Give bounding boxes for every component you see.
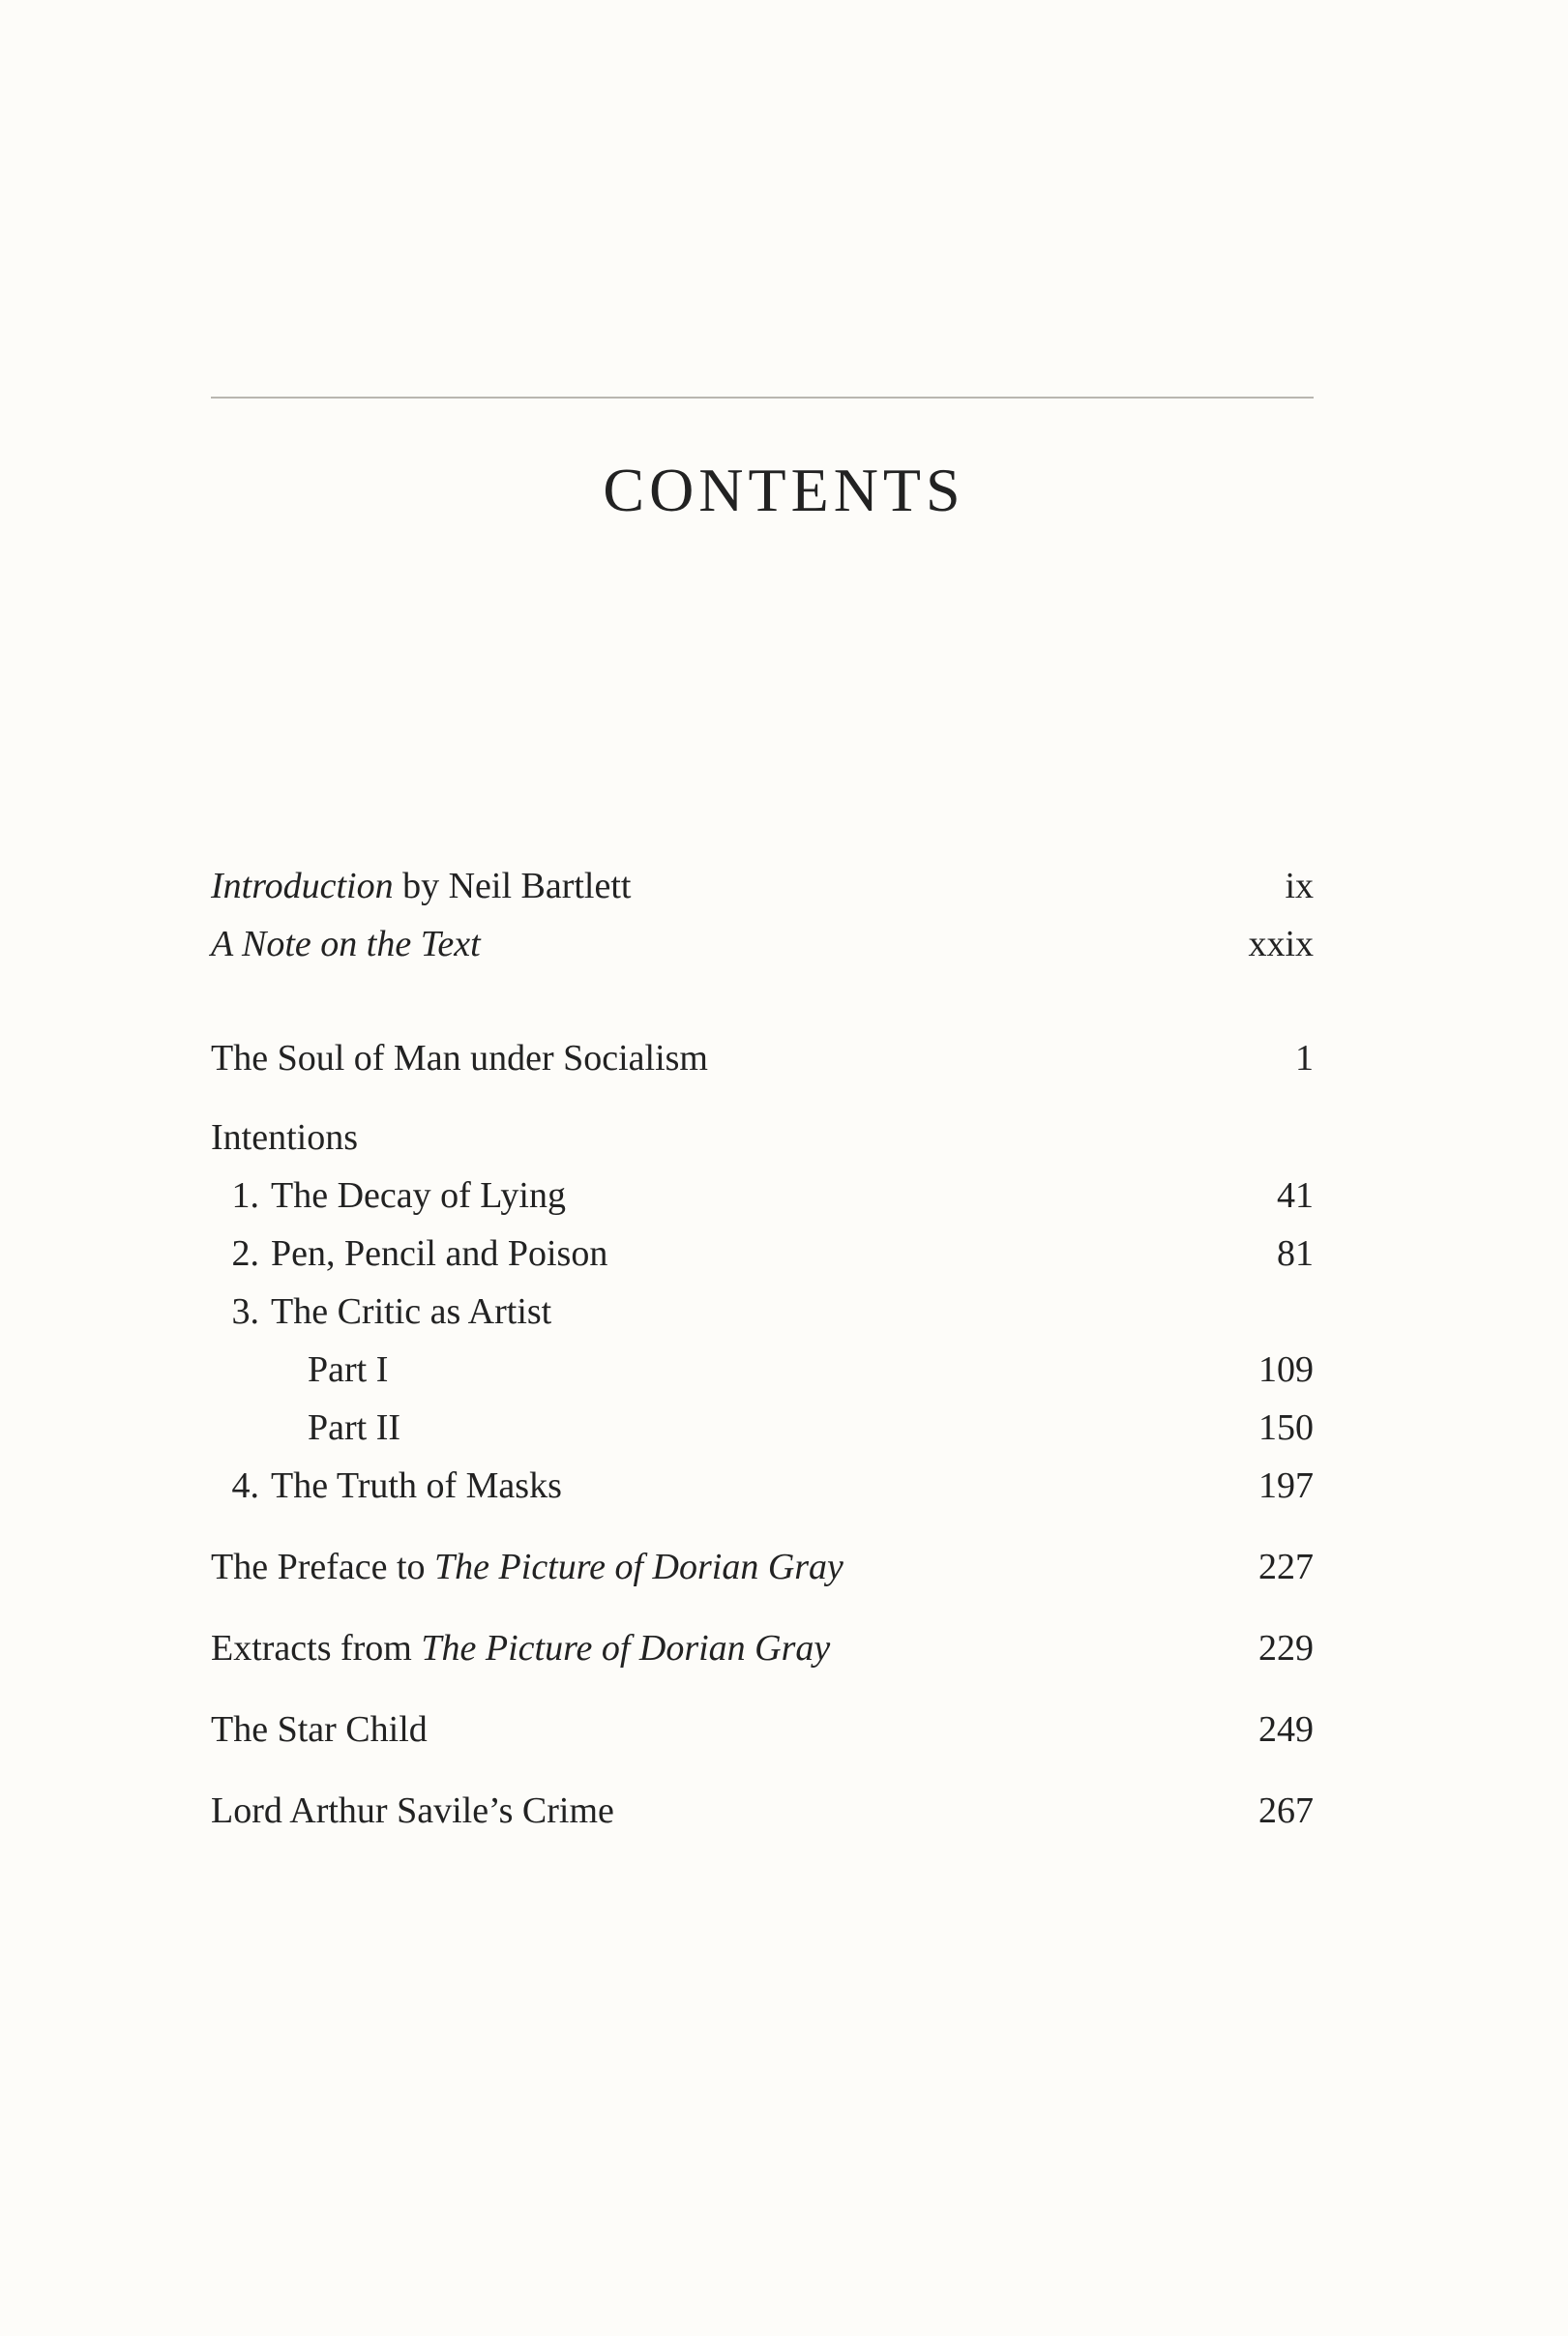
entry-page-number: ix xyxy=(1285,866,1314,906)
toc-entry-part-1[interactable] xyxy=(211,1345,1314,1395)
toc-entry-truth-of-masks[interactable] xyxy=(211,1461,1314,1511)
entry-page-number: 227 xyxy=(1258,1547,1314,1587)
toc-entry-extracts-dorian-gray[interactable] xyxy=(211,1623,1314,1673)
entry-title: Extracts from The Picture of Dorian Gray xyxy=(211,1628,831,1669)
toc-entry-decay-of-lying[interactable] xyxy=(211,1170,1314,1221)
entry-title: 2. Pen, Pencil and Poison xyxy=(211,1228,607,1279)
entry-number: 3. xyxy=(231,1291,259,1332)
top-rule xyxy=(211,397,1314,399)
entry-number: 1. xyxy=(231,1175,259,1216)
entry-page-number: 109 xyxy=(1258,1349,1314,1390)
toc-entry-critic-as-artist[interactable] xyxy=(211,1286,1314,1337)
entry-number: 2. xyxy=(231,1233,259,1274)
entry-page-number: 229 xyxy=(1258,1628,1314,1669)
entry-title: Lord Arthur Savile’s Crime xyxy=(211,1790,614,1831)
entry-page-number: 1 xyxy=(1295,1038,1314,1079)
entry-title: The Star Child xyxy=(211,1709,428,1750)
entry-title: 3. The Critic as Artist xyxy=(211,1286,551,1337)
toc-entry-note-on-text[interactable] xyxy=(211,919,1314,969)
toc-entry-introduction[interactable] xyxy=(211,861,1314,911)
toc-entry-preface-dorian-gray[interactable] xyxy=(211,1542,1314,1592)
entry-title: Part II xyxy=(308,1407,401,1448)
toc-entry-intentions[interactable] xyxy=(211,1112,1314,1163)
entry-title: The Preface to The Picture of Dorian Gray xyxy=(211,1547,843,1587)
entry-title: Introduction by Neil Bartlett xyxy=(211,866,632,906)
toc-entry-pen-pencil-poison[interactable] xyxy=(211,1228,1314,1279)
toc-entry-part-2[interactable] xyxy=(211,1403,1314,1453)
toc-entry-lord-arthur-savile[interactable] xyxy=(211,1786,1314,1836)
entry-title: 1. The Decay of Lying xyxy=(211,1170,566,1221)
entry-title: A Note on the Text xyxy=(211,924,481,964)
toc-entry-star-child[interactable] xyxy=(211,1704,1314,1755)
entry-title: Intentions xyxy=(211,1117,358,1158)
entry-title: 4. The Truth of Masks xyxy=(211,1461,562,1511)
entry-page-number: xxix xyxy=(1248,924,1314,964)
entry-page-number: 150 xyxy=(1258,1407,1314,1448)
contents-heading: CONTENTS xyxy=(603,456,965,524)
entry-page-number: 267 xyxy=(1258,1790,1314,1831)
entry-number: 4. xyxy=(231,1465,259,1506)
toc-entry-soul-of-man[interactable] xyxy=(211,1033,1314,1083)
entry-page-number: 197 xyxy=(1258,1465,1314,1506)
entry-page-number: 249 xyxy=(1258,1709,1314,1750)
entry-title: The Soul of Man under Socialism xyxy=(211,1038,708,1079)
entry-page-number: 81 xyxy=(1277,1233,1314,1274)
entry-page-number: 41 xyxy=(1277,1175,1314,1216)
entry-title: Part I xyxy=(308,1349,389,1390)
